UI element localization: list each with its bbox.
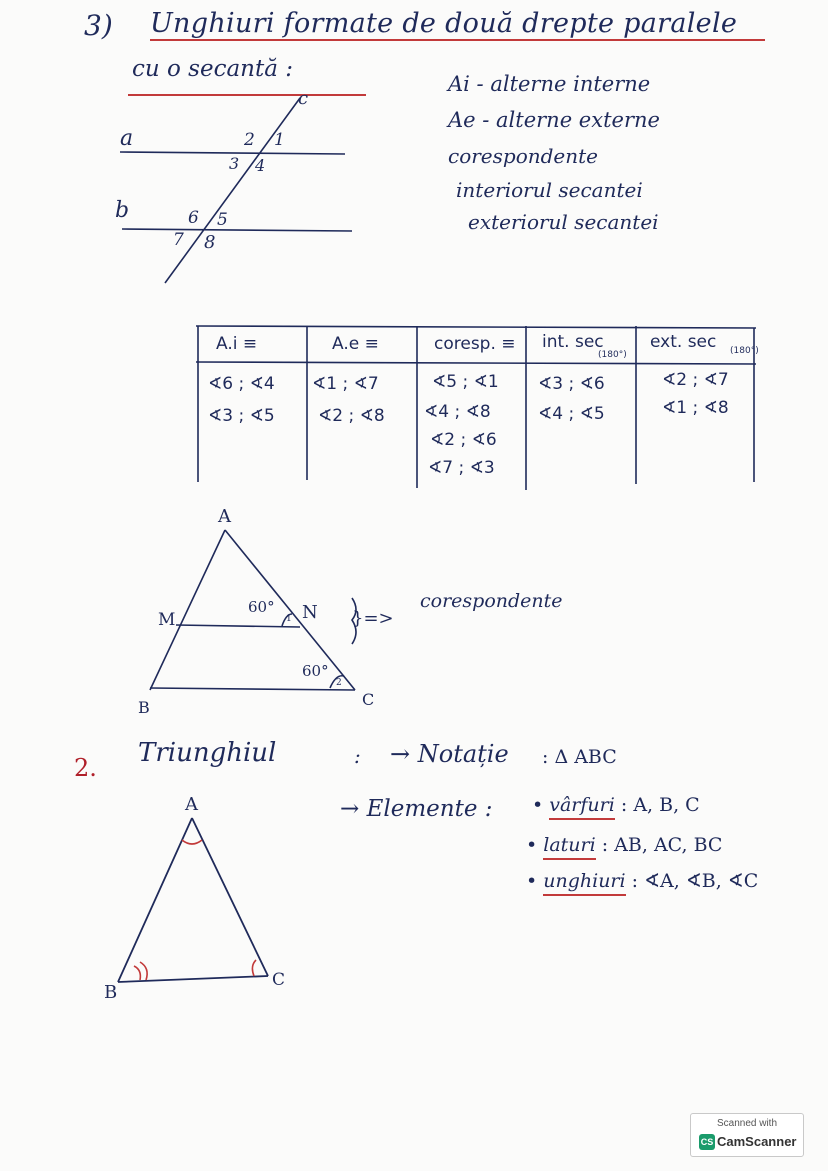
- elements-label: → Elemente :: [340, 796, 493, 822]
- implies-arrow: }=>: [352, 608, 394, 629]
- vertex-c-mid: C: [362, 690, 375, 709]
- badge-line1: Scanned with: [716, 1118, 778, 1129]
- header-ai: A.i ≡: [216, 334, 258, 354]
- header-int-sec-note: (180°): [598, 350, 627, 360]
- table-cell: ∢3 ; ∢6: [538, 374, 605, 394]
- section-title: Unghiuri formate de două drepte paralele: [150, 10, 765, 41]
- angles-table: [196, 322, 759, 490]
- angle-mark-2: 2: [336, 678, 342, 688]
- angle-label-6: 6: [188, 208, 199, 228]
- section2-number: 2.: [74, 754, 97, 782]
- angle-mark-1: 1: [286, 614, 292, 624]
- angle-label-7: 7: [173, 230, 184, 250]
- table-cell: ∢7 ; ∢3: [428, 458, 495, 478]
- table-cell: ∢2 ; ∢7: [662, 370, 729, 390]
- vertex-m: M: [158, 610, 176, 630]
- angle-60-top: 60°: [248, 598, 275, 616]
- vertex-b-mid: B: [138, 698, 150, 717]
- vertex-b: B: [104, 982, 118, 1003]
- angle-60-bottom: 60°: [302, 662, 329, 680]
- vertex-a-top: A: [218, 506, 231, 527]
- legend-exterior: exteriorul secantei: [468, 210, 659, 234]
- label-line-a: a: [120, 126, 134, 151]
- table-cell: ∢3 ; ∢5: [208, 406, 275, 426]
- notation-value: : Δ ABC: [542, 746, 617, 768]
- angle-label-3: 3: [229, 154, 240, 173]
- table-cell: ∢2 ; ∢8: [318, 406, 385, 426]
- label-line-b: b: [115, 198, 130, 223]
- legend-corespondente: corespondente: [448, 144, 599, 168]
- angle-label-8: 8: [204, 232, 216, 253]
- legend-ai: Ai - alterne interne: [448, 72, 651, 96]
- camscanner-logo-icon: CS: [699, 1134, 715, 1150]
- header-int-sec: int. sec: [542, 332, 604, 352]
- vertex-n: N: [302, 602, 318, 623]
- camscanner-badge: [690, 1113, 804, 1157]
- section2-colon: :: [354, 744, 361, 768]
- section-title-line2: cu o secantă :: [132, 56, 293, 82]
- legend-ae: Ae - alterne externe: [448, 108, 660, 132]
- header-ext-sec: ext. sec: [650, 332, 717, 352]
- angle-label-5: 5: [217, 210, 228, 230]
- table-cell: ∢4 ; ∢5: [538, 404, 605, 424]
- angle-label-2: 2: [244, 130, 255, 150]
- label-line-c: c: [298, 88, 309, 109]
- title-underline: [128, 94, 366, 96]
- header-ext-sec-note: (180°): [730, 346, 759, 356]
- legend-interior: interiorul secantei: [456, 178, 643, 202]
- section-number: 3): [84, 9, 113, 42]
- table-cell: ∢4 ; ∢8: [424, 402, 491, 422]
- table-cell: ∢2 ; ∢6: [430, 430, 497, 450]
- element-laturi: • laturi : AB, AC, BC: [526, 836, 722, 855]
- vertex-a: A: [185, 794, 198, 815]
- element-varfuri: • vârfuri : A, B, C: [532, 796, 700, 815]
- header-coresp: coresp. ≡: [434, 334, 516, 354]
- notation-label: → Notație: [390, 740, 509, 768]
- header-ae: A.e ≡: [332, 334, 379, 354]
- corespondente-result: corespondente: [420, 590, 563, 612]
- section2-title: Triunghiul: [138, 738, 277, 768]
- table-cell: ∢5 ; ∢1: [432, 372, 499, 392]
- table-cell: ∢6 ; ∢4: [208, 374, 275, 394]
- line-b: [122, 229, 352, 231]
- table-cell: ∢1 ; ∢8: [662, 398, 729, 418]
- angle-label-4: 4: [255, 156, 266, 175]
- table-cell: ∢1 ; ∢7: [312, 374, 379, 394]
- vertex-c: C: [272, 970, 286, 990]
- secant-line: [165, 98, 300, 283]
- element-unghiuri: • unghiuri : ∢A, ∢B, ∢C: [526, 872, 758, 891]
- badge-line2: CamScanner: [717, 1134, 797, 1149]
- angle-label-1: 1: [274, 130, 285, 150]
